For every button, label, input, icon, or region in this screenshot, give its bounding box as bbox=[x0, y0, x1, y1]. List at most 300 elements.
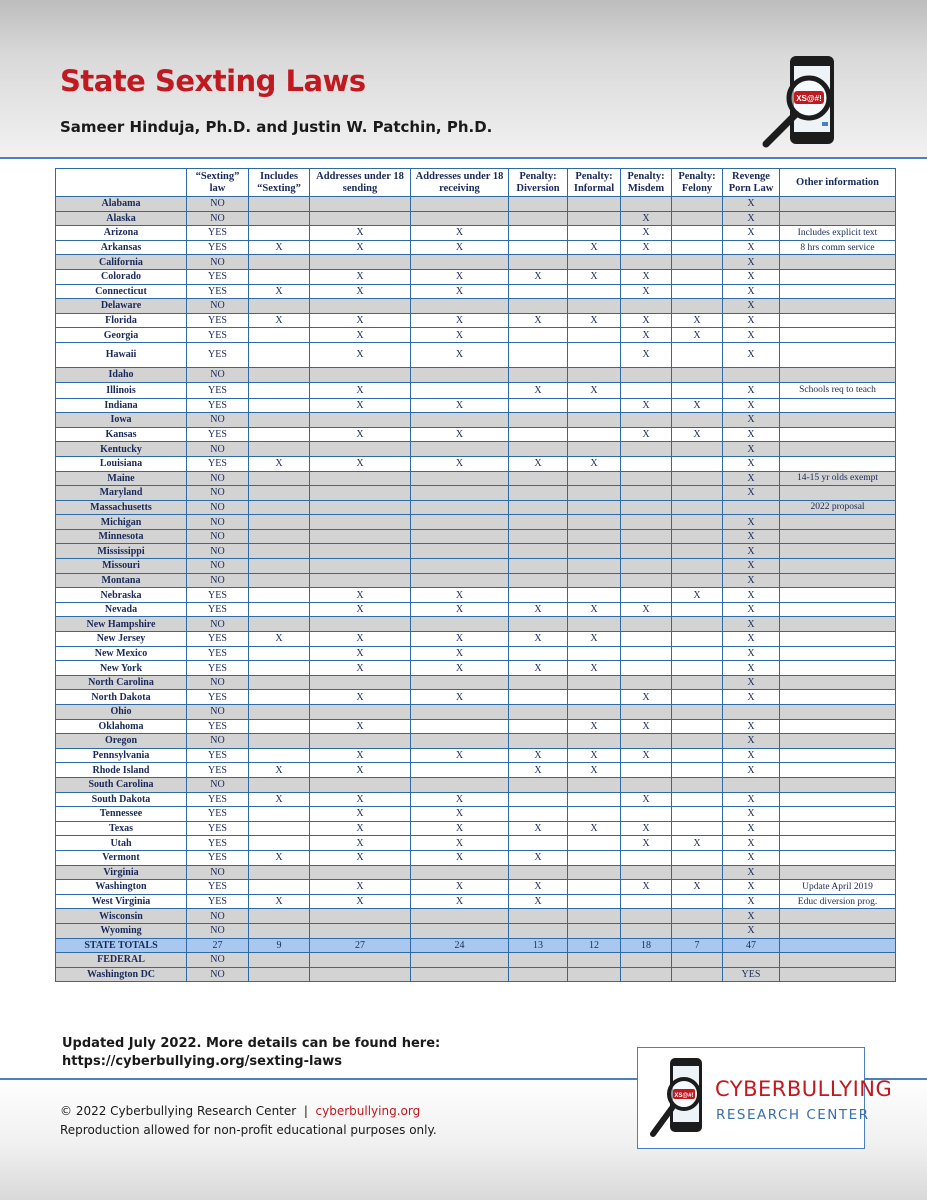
table-cell bbox=[672, 617, 723, 632]
state-name-cell: Georgia bbox=[56, 328, 187, 343]
table-cell bbox=[509, 807, 568, 822]
state-name-cell: New Hampshire bbox=[56, 617, 187, 632]
other-info-cell bbox=[780, 313, 896, 328]
table-cell bbox=[568, 226, 621, 241]
table-cell bbox=[249, 398, 310, 413]
state-name-cell: New Mexico bbox=[56, 646, 187, 661]
table-cell bbox=[509, 515, 568, 530]
site-link[interactable]: cyberbullying.org bbox=[315, 1104, 421, 1118]
table-cell bbox=[249, 646, 310, 661]
table-cell: X bbox=[411, 646, 509, 661]
table-cell bbox=[249, 269, 310, 284]
table-cell bbox=[672, 894, 723, 909]
state-name-cell: Maryland bbox=[56, 486, 187, 501]
table-cell: X bbox=[568, 719, 621, 734]
other-info-cell: 2022 proposal bbox=[780, 500, 896, 515]
table-cell bbox=[672, 269, 723, 284]
table-cell: X bbox=[621, 719, 672, 734]
table-cell bbox=[672, 690, 723, 705]
table-cell bbox=[672, 792, 723, 807]
table-cell bbox=[568, 413, 621, 428]
table-row bbox=[56, 807, 896, 822]
table-cell: X bbox=[568, 821, 621, 836]
table-cell: X bbox=[249, 456, 310, 471]
table-cell: NO bbox=[187, 923, 249, 938]
state-name-cell: Nebraska bbox=[56, 588, 187, 603]
table-cell: X bbox=[568, 313, 621, 328]
table-cell bbox=[249, 486, 310, 501]
state-name-cell: Pennsylvania bbox=[56, 748, 187, 763]
table-cell: X bbox=[723, 588, 780, 603]
table-cell bbox=[249, 413, 310, 428]
other-info-cell bbox=[780, 211, 896, 226]
table-cell bbox=[672, 226, 723, 241]
table-cell bbox=[672, 529, 723, 544]
table-cell: X bbox=[723, 284, 780, 299]
table-cell: X bbox=[509, 894, 568, 909]
column-header: Includes “Sexting” bbox=[249, 169, 310, 197]
table-cell: YES bbox=[187, 719, 249, 734]
table-cell bbox=[568, 471, 621, 486]
table-cell: X bbox=[621, 313, 672, 328]
table-cell bbox=[310, 529, 411, 544]
table-cell bbox=[310, 923, 411, 938]
table-cell: YES bbox=[187, 382, 249, 398]
table-cell: 27 bbox=[310, 938, 411, 953]
column-header: Penalty: Misdem bbox=[621, 169, 672, 197]
table-cell: X bbox=[723, 923, 780, 938]
other-info-cell bbox=[780, 821, 896, 836]
table-cell: X bbox=[723, 559, 780, 574]
table-row bbox=[56, 588, 896, 603]
table-cell: NO bbox=[187, 442, 249, 457]
table-cell bbox=[672, 865, 723, 880]
table-row bbox=[56, 719, 896, 734]
table-cell: X bbox=[310, 836, 411, 851]
table-cell: X bbox=[509, 821, 568, 836]
table-cell: X bbox=[723, 544, 780, 559]
table-cell: X bbox=[723, 646, 780, 661]
table-cell: NO bbox=[187, 500, 249, 515]
column-header: Addresses under 18 sending bbox=[310, 169, 411, 197]
table-cell bbox=[411, 255, 509, 270]
table-cell: X bbox=[723, 226, 780, 241]
table-cell bbox=[568, 486, 621, 501]
table-cell bbox=[621, 471, 672, 486]
table-cell: YES bbox=[187, 602, 249, 617]
table-cell bbox=[621, 909, 672, 924]
table-cell: X bbox=[621, 836, 672, 851]
table-cell bbox=[249, 923, 310, 938]
table-cell bbox=[411, 486, 509, 501]
table-cell bbox=[310, 967, 411, 982]
table-cell bbox=[509, 284, 568, 299]
state-name-cell: North Dakota bbox=[56, 690, 187, 705]
table-cell: X bbox=[310, 342, 411, 367]
table-cell bbox=[568, 705, 621, 720]
table-cell bbox=[672, 486, 723, 501]
table-cell: NO bbox=[187, 559, 249, 574]
table-cell bbox=[411, 573, 509, 588]
table-row bbox=[56, 909, 896, 924]
table-cell bbox=[672, 675, 723, 690]
table-cell: X bbox=[723, 515, 780, 530]
state-name-cell: FEDERAL bbox=[56, 953, 187, 968]
table-cell bbox=[509, 967, 568, 982]
table-cell bbox=[568, 284, 621, 299]
table-cell bbox=[509, 226, 568, 241]
table-cell bbox=[568, 500, 621, 515]
table-cell bbox=[249, 836, 310, 851]
table-cell: X bbox=[411, 240, 509, 255]
state-name-cell: New York bbox=[56, 661, 187, 676]
table-cell: YES bbox=[187, 836, 249, 851]
table-cell bbox=[568, 588, 621, 603]
table-cell: X bbox=[310, 313, 411, 328]
table-cell bbox=[672, 299, 723, 314]
table-cell bbox=[509, 588, 568, 603]
table-cell bbox=[509, 719, 568, 734]
table-cell: YES bbox=[187, 342, 249, 367]
table-cell bbox=[509, 529, 568, 544]
table-cell bbox=[310, 367, 411, 382]
table-cell bbox=[310, 559, 411, 574]
table-cell: X bbox=[568, 632, 621, 647]
table-cell: X bbox=[411, 748, 509, 763]
table-cell: X bbox=[411, 328, 509, 343]
table-cell: X bbox=[411, 269, 509, 284]
table-cell: NO bbox=[187, 953, 249, 968]
table-cell: X bbox=[310, 226, 411, 241]
table-cell: X bbox=[621, 602, 672, 617]
other-info-cell bbox=[780, 456, 896, 471]
state-name-cell: North Carolina bbox=[56, 675, 187, 690]
table-cell: X bbox=[411, 690, 509, 705]
state-name-cell: Louisiana bbox=[56, 456, 187, 471]
state-name-cell: Kansas bbox=[56, 427, 187, 442]
table-cell bbox=[568, 427, 621, 442]
table-cell bbox=[509, 486, 568, 501]
crc-badge-text: XS@#! bbox=[674, 1093, 694, 1099]
table-row bbox=[56, 953, 896, 968]
other-info-cell bbox=[780, 967, 896, 982]
table-cell: X bbox=[723, 807, 780, 822]
state-name-cell: Delaware bbox=[56, 299, 187, 314]
table-row bbox=[56, 328, 896, 343]
table-cell bbox=[568, 792, 621, 807]
other-info-cell bbox=[780, 529, 896, 544]
table-cell: X bbox=[411, 342, 509, 367]
details-url[interactable]: https://cyberbullying.org/sexting-laws bbox=[62, 1054, 342, 1069]
table-cell bbox=[509, 792, 568, 807]
column-header bbox=[56, 169, 187, 197]
table-cell bbox=[509, 342, 568, 367]
table-cell bbox=[621, 529, 672, 544]
table-cell: X bbox=[310, 632, 411, 647]
table-row bbox=[56, 850, 896, 865]
table-cell: YES bbox=[723, 967, 780, 982]
table-cell: X bbox=[568, 240, 621, 255]
table-cell: X bbox=[310, 821, 411, 836]
state-name-cell: Wisconsin bbox=[56, 909, 187, 924]
other-info-cell bbox=[780, 938, 896, 953]
table-cell bbox=[621, 544, 672, 559]
table-cell bbox=[310, 865, 411, 880]
table-cell bbox=[568, 328, 621, 343]
table-cell: X bbox=[723, 456, 780, 471]
table-cell: X bbox=[509, 632, 568, 647]
table-cell: YES bbox=[187, 850, 249, 865]
other-info-cell bbox=[780, 342, 896, 367]
state-name-cell: Vermont bbox=[56, 850, 187, 865]
table-row bbox=[56, 529, 896, 544]
table-cell: X bbox=[509, 382, 568, 398]
state-name-cell: California bbox=[56, 255, 187, 270]
table-cell: X bbox=[310, 240, 411, 255]
table-body bbox=[56, 197, 896, 982]
table-cell: X bbox=[723, 661, 780, 676]
table-row bbox=[56, 748, 896, 763]
table-cell: X bbox=[411, 821, 509, 836]
table-cell: X bbox=[723, 328, 780, 343]
table-cell bbox=[310, 500, 411, 515]
table-cell: X bbox=[723, 313, 780, 328]
table-cell bbox=[672, 456, 723, 471]
table-cell: X bbox=[249, 240, 310, 255]
table-cell: X bbox=[621, 821, 672, 836]
table-cell bbox=[672, 705, 723, 720]
table-cell bbox=[568, 573, 621, 588]
table-cell bbox=[509, 836, 568, 851]
table-cell: X bbox=[411, 894, 509, 909]
table-cell bbox=[411, 500, 509, 515]
table-cell bbox=[509, 617, 568, 632]
table-cell bbox=[672, 909, 723, 924]
table-cell bbox=[672, 923, 723, 938]
table-cell: X bbox=[310, 398, 411, 413]
table-cell bbox=[249, 544, 310, 559]
table-cell: X bbox=[723, 398, 780, 413]
table-cell: 7 bbox=[672, 938, 723, 953]
table-cell: YES bbox=[187, 646, 249, 661]
table-cell bbox=[249, 865, 310, 880]
table-cell bbox=[568, 398, 621, 413]
table-cell bbox=[509, 953, 568, 968]
table-cell: X bbox=[310, 661, 411, 676]
table-cell: X bbox=[723, 675, 780, 690]
other-info-cell bbox=[780, 269, 896, 284]
table-cell bbox=[509, 705, 568, 720]
table-cell bbox=[310, 211, 411, 226]
table-cell: YES bbox=[187, 632, 249, 647]
table-cell bbox=[310, 705, 411, 720]
table-cell bbox=[672, 573, 723, 588]
table-cell bbox=[249, 734, 310, 749]
table-cell bbox=[568, 967, 621, 982]
state-name-cell: Indiana bbox=[56, 398, 187, 413]
table-cell bbox=[509, 559, 568, 574]
table-cell bbox=[672, 602, 723, 617]
other-info-cell bbox=[780, 255, 896, 270]
table-cell: X bbox=[249, 284, 310, 299]
table-cell bbox=[310, 255, 411, 270]
table-row bbox=[56, 442, 896, 457]
table-cell bbox=[509, 427, 568, 442]
table-cell: YES bbox=[187, 792, 249, 807]
table-cell bbox=[672, 719, 723, 734]
table-cell bbox=[568, 850, 621, 865]
table-cell bbox=[621, 734, 672, 749]
table-cell bbox=[411, 909, 509, 924]
table-cell bbox=[411, 705, 509, 720]
table-cell bbox=[310, 197, 411, 212]
table-cell bbox=[568, 515, 621, 530]
table-cell: YES bbox=[187, 427, 249, 442]
table-cell: X bbox=[310, 792, 411, 807]
table-cell: YES bbox=[187, 398, 249, 413]
table-cell: X bbox=[310, 807, 411, 822]
state-name-cell: New Jersey bbox=[56, 632, 187, 647]
table-cell: NO bbox=[187, 367, 249, 382]
copyright-separator: | bbox=[303, 1104, 308, 1118]
other-info-cell bbox=[780, 836, 896, 851]
table-cell: X bbox=[411, 880, 509, 895]
table-row bbox=[56, 865, 896, 880]
other-info-cell bbox=[780, 923, 896, 938]
table-row bbox=[56, 500, 896, 515]
table-cell: X bbox=[621, 748, 672, 763]
table-row bbox=[56, 923, 896, 938]
table-cell bbox=[621, 763, 672, 778]
table-cell: X bbox=[621, 792, 672, 807]
table-cell: X bbox=[249, 313, 310, 328]
table-row bbox=[56, 675, 896, 690]
table-cell bbox=[672, 211, 723, 226]
table-cell bbox=[509, 909, 568, 924]
table-cell bbox=[568, 255, 621, 270]
other-info-cell bbox=[780, 486, 896, 501]
table-cell: X bbox=[672, 398, 723, 413]
other-info-cell bbox=[780, 544, 896, 559]
column-header: Penalty: Felony bbox=[672, 169, 723, 197]
state-name-cell: Washington DC bbox=[56, 967, 187, 982]
table-cell bbox=[310, 777, 411, 792]
table-cell bbox=[621, 632, 672, 647]
table-cell bbox=[723, 777, 780, 792]
table-cell bbox=[249, 617, 310, 632]
table-cell bbox=[621, 865, 672, 880]
table-cell: X bbox=[621, 880, 672, 895]
phone-magnifier-icon bbox=[650, 1056, 712, 1140]
table-cell bbox=[310, 675, 411, 690]
table-cell bbox=[249, 255, 310, 270]
table-cell: X bbox=[621, 284, 672, 299]
table-cell bbox=[672, 821, 723, 836]
table-cell bbox=[568, 197, 621, 212]
table-cell bbox=[411, 675, 509, 690]
other-info-cell bbox=[780, 442, 896, 457]
table-cell: X bbox=[310, 427, 411, 442]
table-cell bbox=[621, 617, 672, 632]
table-cell bbox=[621, 967, 672, 982]
table-cell: X bbox=[723, 909, 780, 924]
table-cell bbox=[411, 719, 509, 734]
other-info-cell bbox=[780, 573, 896, 588]
other-info-cell bbox=[780, 646, 896, 661]
table-cell bbox=[249, 559, 310, 574]
table-row bbox=[56, 734, 896, 749]
table-cell bbox=[411, 953, 509, 968]
table-cell: X bbox=[568, 456, 621, 471]
table-cell: NO bbox=[187, 909, 249, 924]
state-name-cell: Alaska bbox=[56, 211, 187, 226]
table-cell: NO bbox=[187, 705, 249, 720]
table-cell: X bbox=[509, 269, 568, 284]
table-row bbox=[56, 559, 896, 574]
table-cell bbox=[672, 777, 723, 792]
table-cell bbox=[310, 413, 411, 428]
table-cell: X bbox=[249, 792, 310, 807]
table-cell: X bbox=[411, 427, 509, 442]
table-cell: X bbox=[621, 226, 672, 241]
other-info-cell bbox=[780, 617, 896, 632]
table-cell: YES bbox=[187, 880, 249, 895]
copyright-text: © 2022 Cyberbullying Research Center bbox=[60, 1104, 297, 1118]
table-cell bbox=[411, 967, 509, 982]
table-cell bbox=[310, 442, 411, 457]
table-cell bbox=[568, 923, 621, 938]
table-cell: YES bbox=[187, 226, 249, 241]
table-row bbox=[56, 240, 896, 255]
table-cell: X bbox=[310, 456, 411, 471]
table-cell bbox=[509, 777, 568, 792]
table-cell: X bbox=[723, 197, 780, 212]
state-name-cell: Tennessee bbox=[56, 807, 187, 822]
table-cell: X bbox=[723, 442, 780, 457]
table-cell bbox=[509, 471, 568, 486]
table-cell: X bbox=[411, 226, 509, 241]
table-cell: NO bbox=[187, 486, 249, 501]
table-cell: 47 bbox=[723, 938, 780, 953]
column-header: “Sexting” law bbox=[187, 169, 249, 197]
state-name-cell: Wyoming bbox=[56, 923, 187, 938]
other-info-cell bbox=[780, 734, 896, 749]
table-cell: X bbox=[723, 299, 780, 314]
other-info-cell: Update April 2019 bbox=[780, 880, 896, 895]
table-cell: NO bbox=[187, 734, 249, 749]
table-cell: X bbox=[621, 398, 672, 413]
table-cell bbox=[509, 544, 568, 559]
table-cell: X bbox=[310, 284, 411, 299]
table-cell bbox=[621, 953, 672, 968]
other-info-cell bbox=[780, 792, 896, 807]
table-cell: X bbox=[568, 602, 621, 617]
table-cell: X bbox=[723, 240, 780, 255]
table-cell bbox=[672, 240, 723, 255]
table-cell: X bbox=[310, 382, 411, 398]
table-cell: YES bbox=[187, 748, 249, 763]
table-cell: 13 bbox=[509, 938, 568, 953]
table-cell bbox=[509, 923, 568, 938]
table-cell: NO bbox=[187, 471, 249, 486]
table-cell: X bbox=[509, 880, 568, 895]
table-cell bbox=[621, 299, 672, 314]
table-cell: YES bbox=[187, 807, 249, 822]
other-info-cell: Schools req to teach bbox=[780, 382, 896, 398]
table-row bbox=[56, 427, 896, 442]
table-cell: X bbox=[723, 529, 780, 544]
sexting-laws-table bbox=[55, 168, 896, 982]
